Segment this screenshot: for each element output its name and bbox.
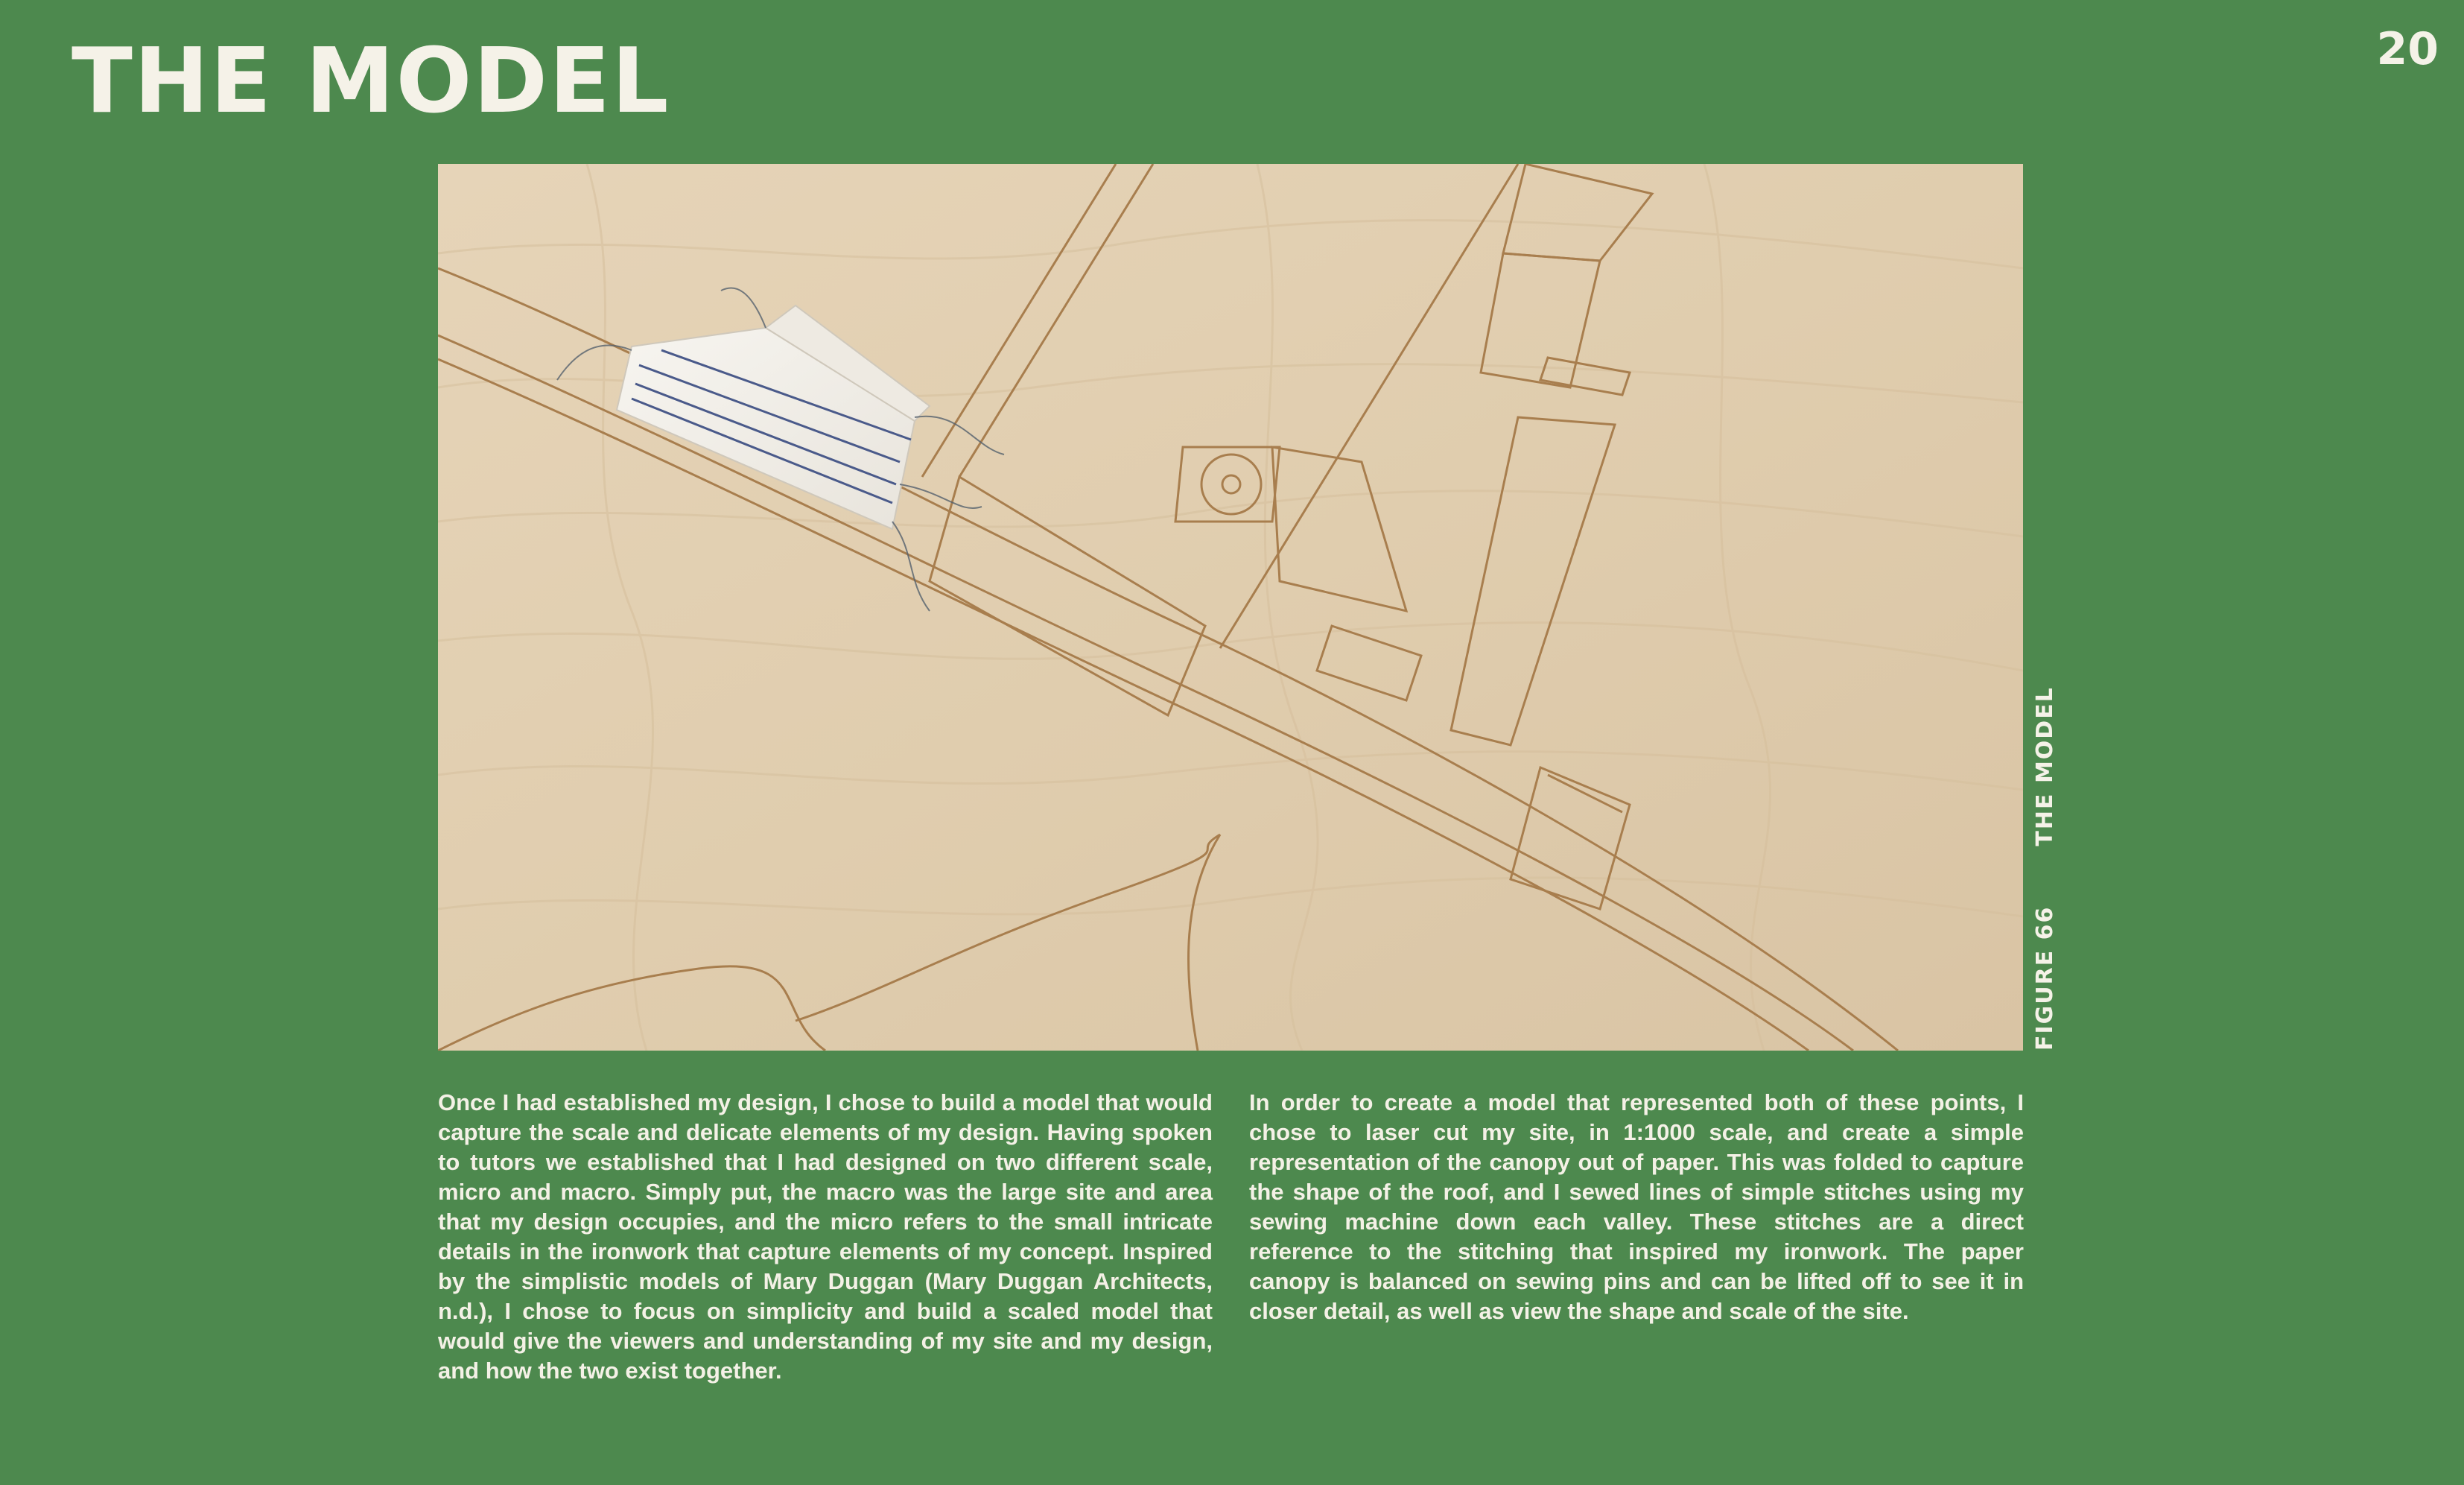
body-paragraph-right: In order to create a model that represented both of these points, I chose to laser cut my site, in 1:1000 scale, and create a simple representation of the canopy out of paper. This was folded to capture the shape of the roof, and I sewed lines of simple stitches using my sewing machine down each valley. These stitches are a direct reference to the stitching that inspired my ironwork. The paper canopy is balanced on sewing pins and can be lifted off to see it in closer detail, as well as view the shape and scale of the site. bbox=[1249, 1089, 2024, 1324]
figure-caption bbox=[2028, 678, 2061, 1051]
page-title: THE MODEL bbox=[72, 30, 670, 133]
laser-cut-site-model bbox=[438, 164, 2023, 1051]
figure-number: FIGURE 66 bbox=[2031, 905, 2058, 1051]
figure-title: THE MODEL bbox=[2031, 686, 2058, 846]
body-paragraph-left: Once I had established my design, I chose to build a model that would capture the scale and delicate elements of my design. Having spoken to tutors we established that I had designed on two different scale, micro and macro. Simply put, the macro was the large site and area that my design occupies, and the micro refers to the small intricate details in the ironwork that capture elements of my concept. Inspired by the simplistic models of Mary Duggan (Mary Duggan Architects, n.d.), I chose to focus on simplicity and build a scaled model that would give the viewers and understanding of my site and my design, and how the two exist together. bbox=[438, 1089, 1213, 1384]
plywood-base bbox=[438, 164, 2023, 1051]
model-photo bbox=[438, 164, 2023, 1051]
page-number: 20 bbox=[2376, 23, 2439, 75]
